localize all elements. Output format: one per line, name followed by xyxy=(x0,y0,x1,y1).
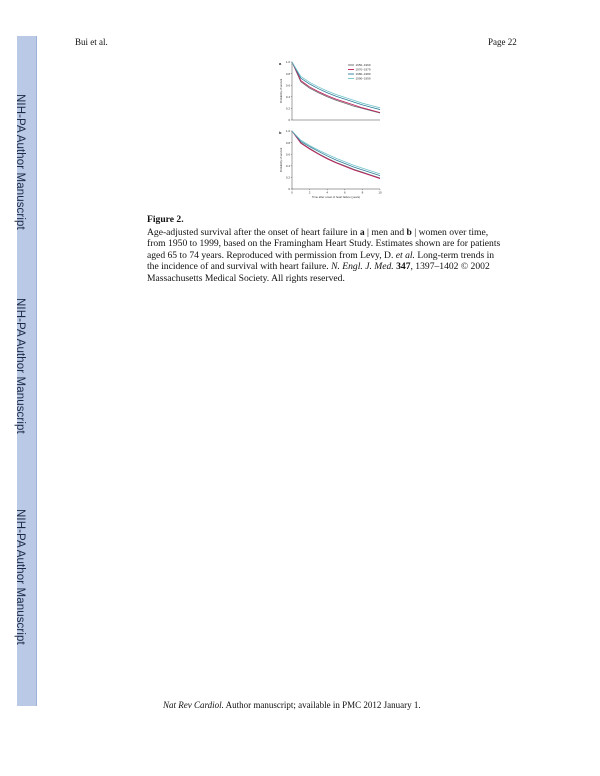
caption-text: Age-adjusted survival after the onset of heart failure in xyxy=(147,226,360,238)
y-tick-label: 0 xyxy=(288,118,290,123)
x-tick-label: 2 xyxy=(308,190,311,195)
legend-entry: 1970–1979 xyxy=(355,67,371,72)
legend-entry: 1980–1989 xyxy=(355,72,371,76)
survival-figure xyxy=(276,52,386,208)
y-tick-label: 0.8 xyxy=(285,71,290,76)
running-header-author: Bui et al. xyxy=(75,37,108,47)
caption-text: | men and xyxy=(364,226,407,238)
caption-label: Figure 2. xyxy=(147,214,184,225)
caption-volume: 347 xyxy=(396,261,411,273)
y-tick-label: 0.2 xyxy=(285,175,290,180)
caption-text: | women over time, from 1950 to 1999, based on the Framingham Heart Study. Estimates shown are for patients aged 65 to 74 years. Reproduced with permission from Levy, D. xyxy=(147,226,501,261)
y-tick-label: 0.8 xyxy=(285,140,290,145)
series-line xyxy=(292,131,380,176)
x-tick-label: 6 xyxy=(343,190,346,195)
caption-text: , 1397–1402 © 2002 Massachusetts Medical Society. All rights reserved. xyxy=(147,261,490,284)
legend-entry: 1950–1969 xyxy=(355,63,371,67)
caption-panel-b: b xyxy=(406,226,412,238)
y-axis-label: Probability of survival xyxy=(280,147,283,173)
figure-2 xyxy=(276,52,386,208)
y-tick-label: 0.2 xyxy=(285,106,290,111)
caption-text: Long-term trends in the incidence of and survival with heart failure. xyxy=(147,249,495,273)
manuscript-sidebar: NIH-PA Author Manuscript NIH-PA Author Manuscript NIH-PA Author Manuscript xyxy=(17,36,37,706)
series-line xyxy=(292,131,380,174)
caption-panel-a: a xyxy=(359,226,365,238)
caption-journal: N. Engl. J. Med. xyxy=(331,261,394,273)
y-tick-label: 0.4 xyxy=(285,95,290,99)
x-tick-label: 0 xyxy=(291,190,293,195)
y-axis-label: Probability of survival xyxy=(280,78,283,104)
y-tick-label: 0.6 xyxy=(285,83,290,88)
x-tick-label: 10 xyxy=(378,190,382,195)
x-tick-label: 8 xyxy=(361,190,364,195)
y-tick-label: 0.6 xyxy=(285,152,290,157)
footer-text: Author manuscript; available in PMC 2012 January 1. xyxy=(223,700,421,710)
y-tick-label: 0.4 xyxy=(285,164,290,168)
figure-caption xyxy=(147,214,507,285)
y-tick-label: 1.0 xyxy=(285,60,290,65)
panel-label: b xyxy=(279,130,282,135)
x-tick-label: 4 xyxy=(326,190,329,195)
y-tick-label: 0 xyxy=(288,187,290,192)
legend-entry: 1990–1999 xyxy=(355,76,371,81)
x-axis-label: Time after onset of heart failure (years) xyxy=(311,195,361,199)
caption-etal: et al. xyxy=(395,249,415,261)
page-footer xyxy=(163,700,421,710)
footer-journal: Nat Rev Cardiol. xyxy=(163,700,224,710)
panel-label: a xyxy=(279,61,282,66)
page-number: Page 22 xyxy=(488,37,517,47)
y-tick-label: 1.0 xyxy=(285,129,290,134)
